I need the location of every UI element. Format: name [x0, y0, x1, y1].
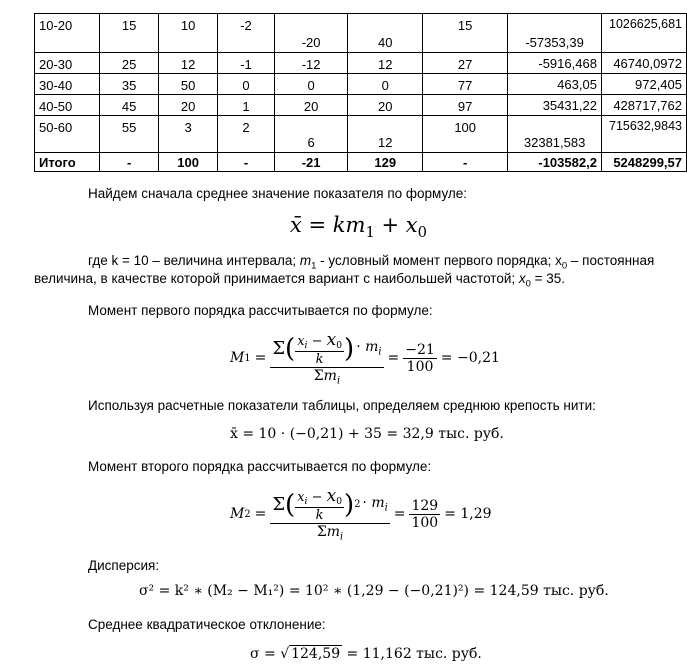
m2-lhs-sub: 2	[244, 508, 251, 520]
where-x0-sub-2: 0	[525, 278, 531, 290]
moment2-intro: Момент второго порядка рассчитывается по формуле:	[88, 459, 432, 474]
dispersion-label: Дисперсия:	[88, 558, 160, 573]
m2-denominator: 100	[411, 514, 439, 531]
table-cell-product-1: -12	[274, 53, 347, 74]
table-cell-product-1: -20	[274, 14, 347, 53]
mean-formula: x̄ = $km_1 + x_0$	[290, 213, 427, 242]
table-cell-product-3: 32381,583	[508, 116, 602, 153]
table-total-row	[35, 153, 687, 172]
table-cell-cumulative: 15	[423, 14, 508, 53]
where-text-d: величина, в качестве которой принимается вариант с наибольшей частотой;	[34, 271, 519, 286]
total-cell-product-3: -103582,2	[508, 153, 602, 172]
table-cell-frequency: 10	[159, 14, 218, 53]
table-cell-product-3: -57353,39	[508, 14, 602, 53]
where-text-c: – постоянная	[567, 253, 655, 268]
table-cell-product-2: 20	[348, 95, 423, 116]
table-cell-cumulative: 27	[423, 53, 508, 74]
moment1-intro: Момент первого порядка рассчитывается по формуле:	[88, 303, 433, 318]
table-cell-product-4: 46740,0972	[601, 53, 686, 74]
m1-result: = −0,21	[440, 350, 500, 367]
table-cell-frequency: 20	[159, 95, 218, 116]
table-cell-deviation: 0	[218, 74, 275, 95]
table-cell-product-3: 35431,22	[508, 95, 602, 116]
table-row	[35, 53, 687, 74]
moment1-formula: M 1 = Σ ( $\frac{x_i - x_0}{k}$ ) · $m_i$ $\Sigma m_i$ = $\frac{-21}{100}$ = −0,21	[230, 330, 500, 387]
total-cell-interval: Итого	[35, 153, 100, 172]
m2-lhs: M	[230, 506, 245, 523]
table-cell-frequency: 12	[159, 53, 218, 74]
m1-value-fraction	[403, 342, 437, 375]
table-row	[35, 74, 687, 95]
calc-intro: Используя расчетные показатели таблицы, определяем среднюю крепость нити:	[88, 398, 596, 413]
table-cell-deviation: 1	[218, 95, 275, 116]
table-cell-midpoint: 35	[100, 74, 159, 95]
table-cell-cumulative: 77	[423, 74, 508, 95]
table-cell-product-2: 40	[348, 14, 423, 53]
table-cell-product-3: -5916,468	[508, 53, 602, 74]
table-cell-interval: 50-60	[35, 116, 100, 153]
table-cell-deviation: -1	[218, 53, 275, 74]
intro-paragraph: Найдем сначала среднее значение показателя по формуле:	[88, 186, 468, 201]
total-cell-deviation: -	[218, 153, 275, 172]
m2-result: = 1,29	[444, 506, 492, 523]
where-line-2	[34, 270, 565, 292]
table-cell-deviation: 2	[218, 116, 275, 153]
table-cell-interval: 30-40	[35, 74, 100, 95]
where-text-a: где k = 10 – величина интервала;	[88, 253, 300, 268]
table-row	[35, 95, 687, 116]
moment2-formula: M 2 = Σ ( $\frac{x_i - x_0}{k}$ ) 2 · $m_i$ $\Sigma m_i$ = $\frac{129}{100}$ = 1,29	[230, 486, 492, 543]
table-cell-frequency: 50	[159, 74, 218, 95]
table-cell-interval: 40-50	[35, 95, 100, 116]
table-cell-midpoint: 55	[100, 116, 159, 153]
table-cell-midpoint: 25	[100, 53, 159, 74]
total-cell-frequency: 100	[159, 153, 218, 172]
table-cell-product-2: 0	[348, 74, 423, 95]
table-row	[35, 14, 687, 53]
where-m1-sub: 1	[311, 260, 317, 272]
table-cell-midpoint: 45	[100, 95, 159, 116]
table-cell-product-2: 12	[348, 53, 423, 74]
table-cell-product-4: 1026625,681	[601, 14, 686, 53]
table-cell-product-4: 428717,762	[601, 95, 686, 116]
table-cell-product-4: 715632,9843	[601, 116, 686, 153]
dispersion-formula: σ² = k² ∗ (M₂ − M₁²) = 10² ∗ (1,29 − (−0,21)²) = 124,59 тыс. руб.	[139, 583, 609, 599]
where-x0: x	[518, 271, 526, 286]
total-cell-product-4: 5248299,57	[601, 153, 686, 172]
table-cell-deviation: -2	[218, 14, 275, 53]
m1-lhs: M	[230, 350, 245, 367]
table-row	[35, 116, 687, 153]
m2-main-fraction: Σ ( $\frac{x_i - x_0}{k}$ ) 2 · $m_i$ $\Sigma m_i$	[272, 486, 388, 543]
table-cell-interval: 10-20	[35, 14, 100, 53]
m1-lhs-sub: 1	[244, 352, 251, 364]
table-cell-product-1: 20	[274, 95, 347, 116]
where-m1: m	[299, 253, 312, 268]
table-cell-product-1: 0	[274, 74, 347, 95]
mean-calculation: x̄ = 10 · (−0,21) + 35 = 32,9 тыс. руб.	[230, 426, 504, 442]
stddev-radicand: 124,59	[291, 646, 341, 662]
table-cell-cumulative: 100	[423, 116, 508, 153]
m1-main-fraction: Σ ( $\frac{x_i - x_0}{k}$ ) · $m_i$ $\Sigma m_i$	[272, 330, 382, 387]
table-cell-product-4: 972,405	[601, 74, 686, 95]
m1-numerator: −21	[405, 341, 435, 358]
stddev-formula: σ = √ 124,59 = 11,162 тыс. руб.	[250, 646, 482, 662]
table-cell-cumulative: 97	[423, 95, 508, 116]
total-cell-cumulative: -	[423, 153, 508, 172]
total-cell-product-1: -21	[274, 153, 347, 172]
table-cell-frequency: 3	[159, 116, 218, 153]
m2-value-fraction	[409, 498, 440, 531]
stddev-label: Среднее квадратическое отклонение:	[88, 617, 326, 632]
total-cell-product-2: 129	[348, 153, 423, 172]
stddev-rhs: = 11,162 тыс. руб.	[342, 646, 482, 662]
total-cell-midpoint: -	[100, 153, 159, 172]
table-cell-midpoint: 15	[100, 14, 159, 53]
table-cell-interval: 20-30	[35, 53, 100, 74]
table-cell-product-3: 463,05	[508, 74, 602, 95]
table-cell-product-2: 12	[348, 116, 423, 153]
where-text-e: = 35.	[530, 271, 566, 286]
statistics-table	[34, 13, 687, 172]
where-x0-sub: 0	[561, 260, 568, 272]
stddev-lhs: σ =	[250, 646, 281, 662]
m1-denominator: 100	[406, 358, 434, 375]
m2-numerator: 129	[411, 497, 439, 514]
table-cell-product-1: 6	[274, 116, 347, 153]
where-text-b: - условный момент первого порядка; x	[316, 253, 562, 268]
